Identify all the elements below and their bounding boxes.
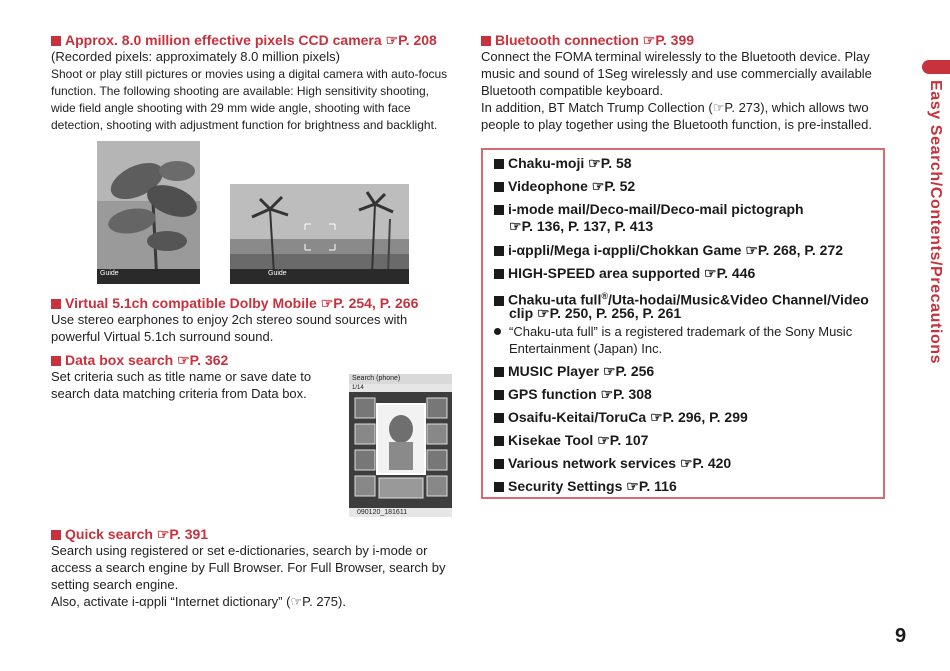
square-bullet-icon [51, 356, 61, 366]
square-bullet-icon [494, 413, 504, 423]
camera-screen-landscape [230, 184, 409, 284]
screen-counter: 1/14 [352, 385, 364, 391]
list-item[interactable]: HIGH-SPEED area supported ☞P. 446 [494, 265, 755, 282]
pointing-hand-icon: ☞ [745, 242, 758, 258]
text-line: Bluetooth compatible keyboard. [481, 83, 664, 98]
list-item[interactable]: Various network services ☞P. 420 [494, 455, 731, 472]
side-section-title[interactable]: Easy Search/Contents/Precautions [927, 80, 944, 365]
list-item[interactable]: Osaifu-Keitai/ToruCa ☞P. 296, P. 299 [494, 409, 748, 426]
square-bullet-icon [494, 205, 504, 215]
square-bullet-icon [494, 296, 504, 306]
text-line: function. The following shooting are available: High sensitivity shooting, [51, 84, 429, 98]
square-bullet-icon [51, 299, 61, 309]
pointing-hand-icon: ☞ [642, 32, 656, 48]
pointing-hand-icon: ☞ [320, 295, 334, 311]
trademark-note: “Chaku-uta full” is a registered trademark of the Sony Music Entertainment (Japan) Inc. [494, 323, 874, 357]
dolby-heading: Virtual 5.1ch compatible Dolby Mobile ☞P. 254, P. 266 [51, 294, 418, 312]
databox-screen [349, 374, 452, 517]
page-number: 9 [895, 625, 907, 647]
text-line: Use stereo earphones to enjoy 2ch stereo sound sources with [51, 312, 408, 327]
pointing-hand-icon: ☞ [602, 363, 616, 379]
list-item[interactable]: MUSIC Player ☞P. 256 [494, 363, 654, 380]
list-item[interactable]: Security Settings ☞P. 116 [494, 478, 677, 495]
camera-heading: Approx. 8.0 million effective pixels CCD camera ☞P. 208 [51, 31, 437, 49]
square-bullet-icon [494, 390, 504, 400]
plant-photo [97, 141, 200, 284]
square-bullet-icon [494, 246, 504, 256]
screen-title: Search (phone) [352, 375, 401, 382]
text-line: wide field angle shooting with 29 mm wide angle, shooting with face [51, 101, 411, 115]
list-item[interactable]: GPS function ☞P. 308 [494, 386, 652, 403]
square-bullet-icon [494, 269, 504, 279]
pointing-hand-icon: ☞ [509, 218, 522, 234]
square-bullet-icon [494, 459, 504, 469]
list-item[interactable]: Chaku-moji ☞P. 58 [494, 155, 632, 172]
text-line: music and sound of 1Seg wirelessly and use commercially available [481, 66, 872, 81]
square-bullet-icon [494, 182, 504, 192]
bullet-dot-icon [494, 328, 501, 335]
square-bullet-icon [494, 367, 504, 377]
camera-ref[interactable]: P. 208 [398, 32, 437, 48]
pointing-hand-icon: ☞ [597, 432, 610, 448]
list-item-continued[interactable]: ☞P. 136, P. 137, P. 413 [509, 218, 654, 234]
guide-label: Guide [100, 270, 119, 277]
text-line: Set criteria such as title name or save date to [51, 369, 312, 384]
text-line: detection, shooting with adjustment function for brightness and backlight. [51, 118, 438, 132]
quick-heading: Quick search ☞P. 391 [51, 525, 208, 543]
text-line: access a search engine by Full Browser. For Full Browser, search by [51, 560, 446, 575]
pointing-hand-icon: ☞ [177, 352, 190, 368]
square-bullet-icon [51, 530, 61, 540]
text-line: people to play together using the Bluetooth function, is pre-installed. [481, 117, 872, 132]
pointing-hand-icon: ☞ [626, 478, 639, 494]
pointing-hand-icon: ☞ [588, 155, 601, 171]
square-bullet-icon [51, 36, 61, 46]
text-line: In addition, BT Match Trump Collection (☞P. 273), which allows two [481, 100, 869, 115]
pointing-hand-icon: ☞ [591, 178, 605, 194]
databox-ref[interactable]: P. 362 [189, 352, 229, 368]
text-line: Also, activate i-αppli “Internet dictionary” (☞P. 275). [51, 594, 346, 609]
bluetooth-ref[interactable]: P. 399 [655, 32, 695, 48]
quick-ref[interactable]: P. 391 [169, 526, 209, 542]
text-line: Connect the FOMA terminal wirelessly to the Bluetooth device. Play [481, 49, 870, 64]
list-item[interactable]: i-mode mail/Deco-mail/Deco-mail pictograph [494, 201, 804, 218]
camera-subline: (Recorded pixels: approximately 8.0 million pixels) [51, 49, 341, 64]
list-item[interactable]: Chaku-uta full®/Uta-hodai/Music&Video Channel/Video [494, 288, 869, 309]
feature-list-box [481, 148, 885, 499]
section-tab-marker [922, 60, 950, 74]
bluetooth-description [481, 48, 901, 133]
list-item[interactable]: Videophone ☞P. 52 [494, 178, 635, 195]
palm-trees-photo [230, 184, 409, 284]
pointing-hand-icon: ☞ [650, 409, 663, 425]
text-line: powerful Virtual 5.1ch surround sound. [51, 329, 274, 344]
dolby-description [51, 311, 461, 345]
pointing-hand-icon: ☞ [537, 305, 550, 321]
databox-heading: Data box search ☞P. 362 [51, 351, 228, 369]
text-line: Shoot or play still pictures or movies using a digital camera with auto-focus [51, 67, 448, 81]
camera-description [51, 66, 461, 134]
list-item[interactable]: i-αppli/Mega i-αppli/Chokkan Game ☞P. 268, P. 272 [494, 242, 843, 259]
bluetooth-heading: Bluetooth connection ☞P. 399 [481, 31, 694, 49]
pointing-hand-icon: ☞ [704, 265, 717, 281]
text-line: search data matching criteria from Data box. [51, 386, 307, 401]
square-bullet-icon [494, 436, 504, 446]
square-bullet-icon [481, 36, 491, 46]
square-bullet-icon [494, 159, 504, 169]
list-item[interactable]: Kisekae Tool ☞P. 107 [494, 432, 648, 449]
data-box-grid [349, 374, 452, 517]
registered-mark: ® [601, 291, 608, 301]
pointing-hand-icon: ☞ [156, 526, 170, 542]
quick-description [51, 542, 461, 610]
camera-screen-portrait [97, 141, 200, 284]
text-line: setting search engine. [51, 577, 179, 592]
guide-label: Guide [268, 270, 287, 277]
pointing-hand-icon: ☞ [600, 386, 614, 402]
list-item-continued[interactable]: clip ☞P. 250, P. 256, P. 261 [509, 305, 682, 321]
square-bullet-icon [494, 482, 504, 492]
screen-footer: 090120_181611 [357, 509, 408, 516]
text-line: Search using registered or set e-dictionaries, search by i-mode or [51, 543, 428, 558]
databox-description [51, 368, 341, 402]
pointing-hand-icon: ☞ [679, 455, 693, 471]
pointing-hand-icon: ☞ [385, 32, 399, 48]
dolby-ref[interactable]: P. 254, P. 266 [333, 295, 419, 311]
